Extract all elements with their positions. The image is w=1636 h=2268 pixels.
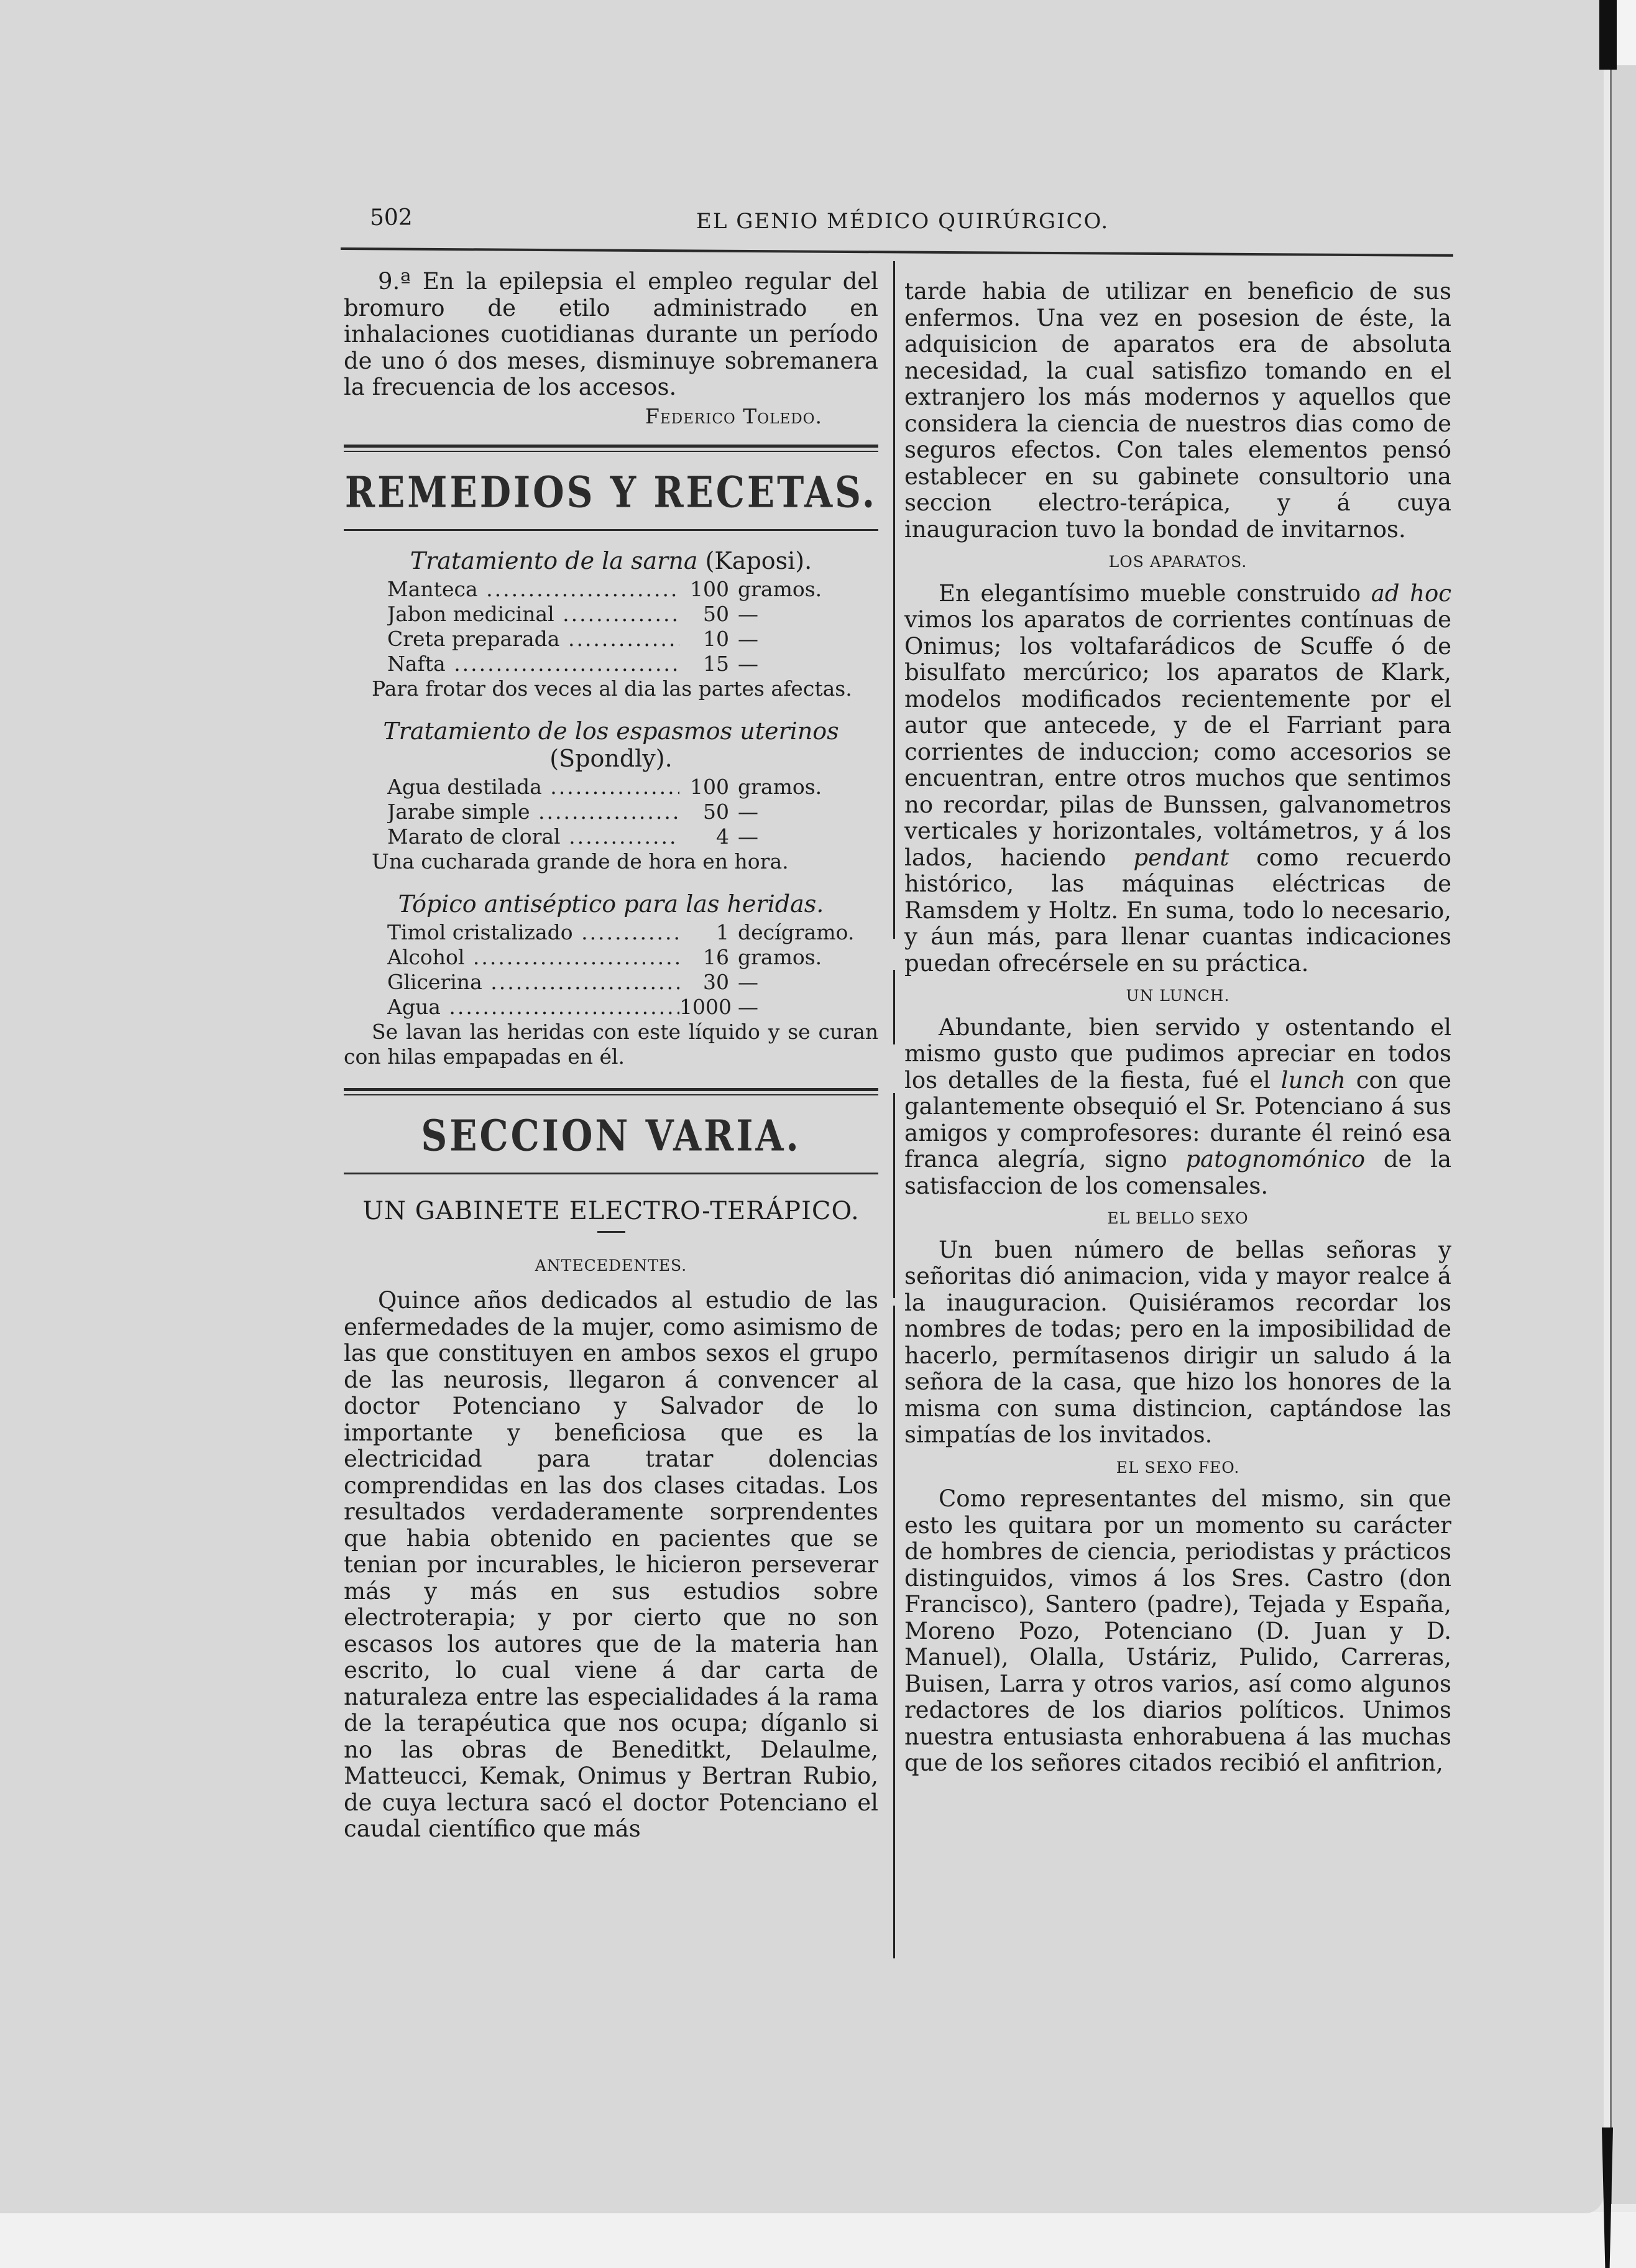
section-rule: [344, 529, 878, 531]
section-subhead: EL BELLO SEXO: [1107, 1209, 1249, 1227]
ingredient-row: [344, 995, 878, 1020]
recipe-title: [344, 717, 878, 772]
ingredient-unit: gramos.: [738, 577, 822, 601]
column-divider: [893, 970, 895, 1044]
section-rule: [344, 1088, 878, 1098]
ingredient-name: Marato de cloral .....: [387, 824, 679, 849]
page-number: 502: [370, 205, 413, 231]
ingredient-quantity: 1: [716, 920, 729, 944]
section-subhead: LOS APARATOS.: [1108, 553, 1248, 571]
recipe-title: [344, 547, 878, 574]
ingredient-name: Jarabe simple .....: [387, 800, 679, 824]
italic-term: lunch: [1280, 1066, 1346, 1094]
recipe-author: (Spondly).: [549, 745, 673, 772]
ingredient-row: [344, 627, 878, 652]
continuation-paragraph: tarde habia de utilizar en beneficio de sus enfermos. Una vez en posesion de éste, la adquisicion de aparatos era de absoluta necesidad, la cual satisfizo tomando en el extranjero los más modernos y aquellos que considera la ciencia de nuestros dias como de seguros efectos. Con tales elementos pensó establecer en su gabinete consultorio una seccion electro-terápica, y á cuya inauguracion tuvo la bondad de invitarnos.: [904, 278, 1451, 543]
left-column: [344, 269, 878, 1843]
ingredient-quantity: 50: [703, 602, 729, 626]
column-divider: [893, 261, 895, 939]
ingredient-quantity: 10: [703, 627, 729, 651]
recipe-block: [344, 890, 878, 1069]
italic-term: patognomónico: [1185, 1146, 1366, 1173]
ingredient-quantity: 30: [703, 970, 729, 994]
recipe-title-italic: Tratamiento de la sarna: [410, 547, 698, 574]
ingredient-row: [344, 652, 878, 676]
ingredient-name: Agua destilada .....: [387, 775, 679, 800]
section-rule: [344, 445, 878, 454]
ingredient-row: [344, 602, 878, 627]
ingredient-unit: —: [738, 627, 758, 651]
recipe-title: [344, 890, 878, 918]
ingredient-unit: gramos.: [738, 775, 822, 799]
section-subhead: EL SEXO FEO.: [1116, 1458, 1240, 1477]
ingredient-row: [344, 945, 878, 970]
title-rule: [597, 1231, 625, 1233]
recipe-list: [344, 547, 878, 1069]
ingredient-name: Manteca .....: [387, 577, 679, 602]
scan-background-bottom: [0, 2212, 1636, 2268]
ingredient-quantity: 1000: [679, 995, 732, 1019]
section-rule: [344, 1173, 878, 1174]
section-subhead: UN LUNCH.: [1126, 987, 1230, 1005]
subhead-antecedentes: ANTECEDENTES.: [535, 1256, 687, 1275]
ingredient-row: [344, 577, 878, 602]
ingredient-name: Agua .....: [387, 995, 679, 1020]
ingredient-unit: —: [738, 824, 758, 849]
column-divider: [893, 1093, 895, 1298]
ingredient-quantity: 100: [690, 775, 729, 799]
section-paragraph: En elegantísimo mueble construido ad hoc vimos los aparatos de corrientes contínuas de Onimus; los voltafarádicos de Scuffe ó de bisulfato mercúrico; los aparatos de Klark, modelos modificados recientemente por el autor que antecede, y de el Farriant para corrientes de induccion; como accesorios se encuentran, entre otros muchos que sentimos no recordar, pilas de Bunssen, galvanometros verticales y horizontales, voltámetros, y á los lados, haciendo pendant como recuerdo histórico, las máquinas eléctricas de Ramsdem y Holtz. En suma, todo lo necesario, y áun más, para llenar cuantas indicaciones puedan ofrecérsele en su práctica.: [904, 579, 1451, 977]
remedies-section-title: REMEDIOS Y RECETAS.: [344, 467, 878, 518]
recipe-block: [344, 717, 878, 874]
ingredient-unit: —: [738, 800, 758, 824]
ingredient-unit: decígramo.: [738, 920, 855, 944]
ingredient-name: Glicerina .....: [387, 970, 679, 995]
author-signature: Federico Toledo.: [645, 403, 822, 428]
ingredient-row: [344, 824, 878, 849]
journal-title: EL GENIO MÉDICO QUIRÚRGICO.: [696, 209, 1110, 234]
ingredient-unit: —: [738, 995, 758, 1019]
ingredient-name: Nafta .....: [387, 652, 679, 676]
ingredient-row: [344, 920, 878, 945]
ingredient-name: Creta preparada .....: [387, 627, 679, 652]
article-title: UN GABINETE ELECTRO-TERÁPICO.: [362, 1197, 860, 1225]
facing-page-edge: [1610, 65, 1636, 2204]
section-paragraph: Como representantes del mismo, sin que esto les quitara por un momento su carácter de hombres de ciencia, periodistas y prácticos distinguidos, vimos á los Sres. Castro (don Francisco), Santero (padre), Tejada y España, Moreno Pozo, Potenciano (D. Juan y D. Manuel), Olalla, Ustáriz, Pulido, Carreras, Buisen, Larra y otros varios, así como algunos redactores de los diarios políticos. Unimos nuestra entusiasta enhorabuena á las muchas que de los señores citados recibió el anfitrion,: [904, 1485, 1451, 1776]
ingredient-name: Alcohol .....: [387, 945, 679, 970]
ingredient-row: [344, 800, 878, 824]
recipe-instructions: Una cucharada grande de hora en hora.: [372, 849, 789, 874]
article-sections: [904, 549, 1451, 1777]
running-head: [370, 205, 1458, 242]
antecedentes-paragraph: Quince años dedicados al estudio de las enfermedades de la mujer, como asimismo de las que constituyen en ambos sexos el grupo de las neurosis, llegaron á convencer al doctor Potenciano y Salvador de lo importante y beneficiosa que es la electricidad para tratar dolencias comprendidas en las dos clases citadas. Los resultados verdaderamente sorprendentes que habia obtenido en pacientes que se tenian por incurables, le hicieron perseverar más y más en sus estudios sobre electroterapia; y por cierto que no son escasos los autores que de la materia han escrito, lo cual viene á dar carta de naturaleza entre las especialidades á la rama de la terapéutica que nos ocupa; díganlo si no las obras de Beneditkt, Delaulme, Matteucci, Kemak, Onimus y Bertran Rubio, de cuya lectura sacó el doctor Potenciano el caudal científico que más: [344, 1287, 878, 1842]
ingredient-quantity: 4: [716, 824, 729, 849]
ingredient-name: Jabon medicinal .....: [387, 602, 679, 627]
ingredient-unit: —: [738, 970, 758, 994]
ingredient-quantity: 50: [703, 800, 729, 824]
italic-term: ad hoc: [1371, 579, 1451, 607]
right-column: [904, 279, 1451, 1777]
recipe-title-italic: Tratamiento de los espasmos uterinos: [383, 717, 839, 745]
ingredient-name: Timol cristalizado .....: [387, 920, 679, 945]
book-spine-shadow-top: [1599, 0, 1617, 70]
ingredient-row: [344, 775, 878, 800]
ingredient-row: [344, 970, 878, 995]
italic-term: pendant: [1133, 844, 1229, 871]
recipe-block: [344, 547, 878, 701]
section-paragraph: Abundante, bien servido y ostentando el mismo gusto que pudimos apreciar en todos los detalles de la fiesta, fué el lunch con que galantemente obsequió el Sr. Potenciano á sus amigos y comprofesores: durante él reinó esa franca alegría, signo patognomónico de la satisfaccion de los comensales.: [904, 1013, 1451, 1199]
ingredient-quantity: 100: [690, 577, 729, 601]
recipe-author: (Kaposi).: [705, 547, 812, 574]
recipe-title-italic: Tópico antiséptico para las heridas.: [398, 890, 824, 918]
recipe-instructions: Para frotar dos veces al dia las partes afectas.: [372, 676, 852, 701]
column-divider: [893, 1306, 895, 1958]
ingredient-unit: —: [738, 602, 758, 626]
section-paragraph: Un buen número de bellas señoras y señoritas dió animacion, vida y mayor realce á la inauguracion. Quisiéramos recordar los nombres de todas; pero en la imposibilidad de hacerlo, permítasenos dirigir un saludo á la señora de la casa, que hizo los honores de la misma con suma distincion, captándose las simpatías de los invitados.: [904, 1236, 1451, 1448]
recipe-instructions: Se lavan las heridas con este líquido y se curan con hilas empapadas en él.: [344, 1020, 878, 1069]
ingredient-unit: —: [738, 652, 758, 676]
epilepsy-paragraph: 9.ª En la epilepsia el empleo regular del bromuro de etilo administrado en inhalaciones cuotidianas durante un período de uno ó dos meses, disminuye sobremanera la frecuencia de los accesos.: [344, 268, 878, 400]
ingredient-quantity: 15: [703, 652, 729, 676]
varia-section-title: SECCION VARIA.: [421, 1110, 801, 1161]
ingredient-quantity: 16: [703, 945, 729, 969]
ingredient-unit: gramos.: [738, 945, 822, 969]
